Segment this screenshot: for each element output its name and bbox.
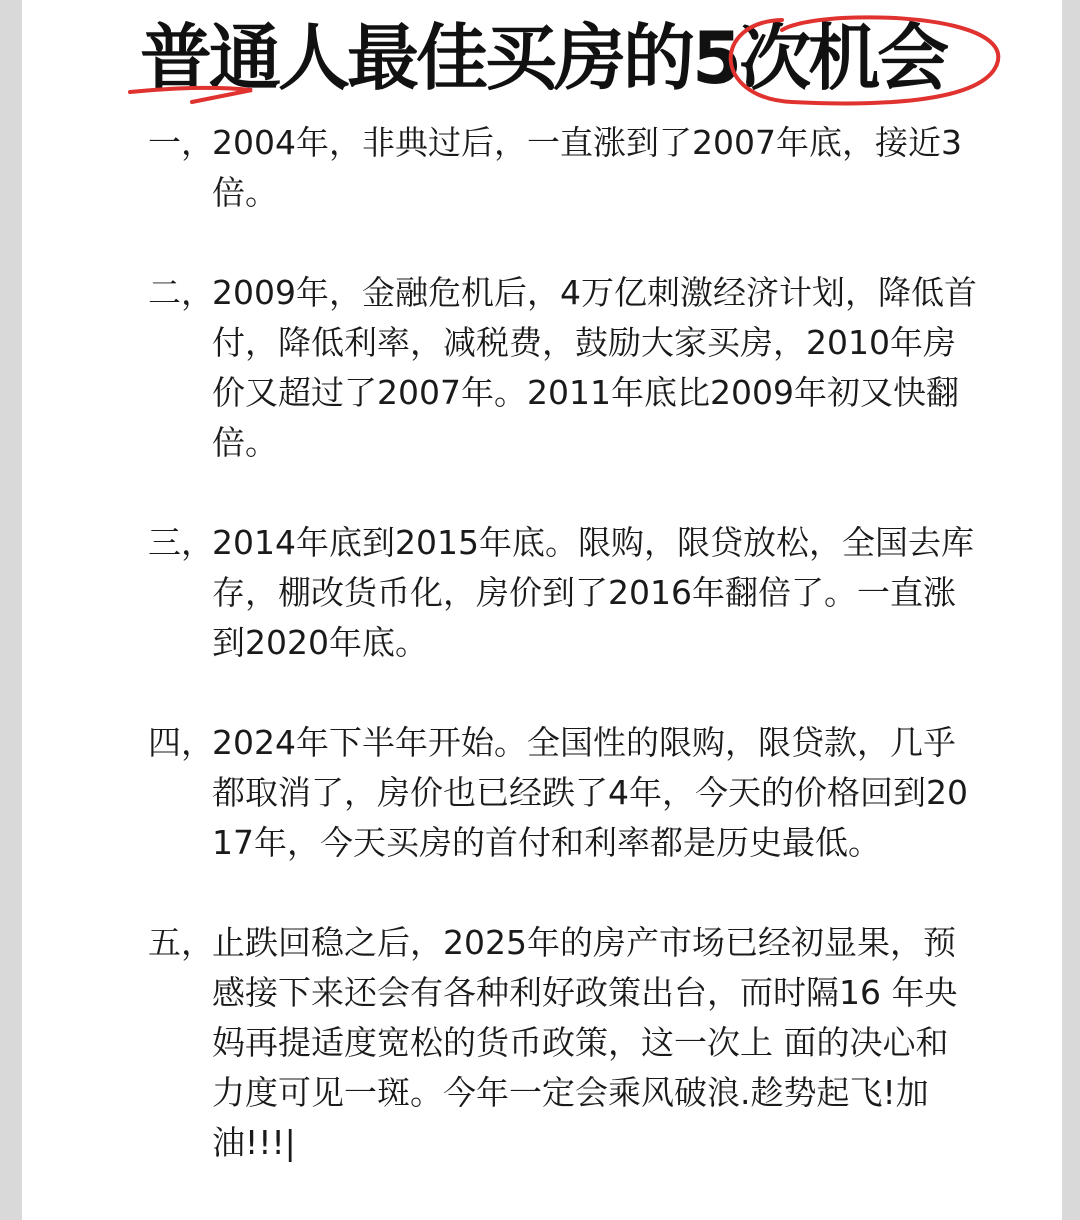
document-page <box>22 0 1062 1220</box>
item-list <box>148 118 978 1168</box>
item-number: 四， <box>148 723 214 762</box>
item-text: 2004年，非典过后，一直涨到了2007年底，接近3倍。 <box>212 123 962 212</box>
title-area <box>22 6 1062 106</box>
item-number: 二， <box>148 273 214 312</box>
item-text: 2014年底到2015年底。限购，限贷放松，全国去库存，棚改货币化，房价到了2016年翻倍了。一直涨到2020年底。 <box>212 523 974 662</box>
list-item <box>148 268 978 468</box>
item-text: 2024年下半年开始。全国性的限购，限贷款，几乎都取消了，房价也已经跌了4年，今天的价格回到2017年，今天买房的首付和利率都是历史最低。 <box>212 723 968 862</box>
list-item <box>148 718 978 868</box>
list-item <box>148 118 978 218</box>
item-number: 一， <box>148 123 214 162</box>
item-number: 五， <box>148 923 214 962</box>
item-text: 2009年，金融危机后，4万亿刺激经济计划，降低首付，降低利率，减税费，鼓励大家买房，2010年房价又超过了2007年。2011年底比2009年初又快翻倍。 <box>212 273 977 462</box>
list-item <box>148 518 978 668</box>
item-number: 三， <box>148 523 214 562</box>
item-text: 止跌回稳之后，2025年的房产市场已经初显果，预感接下来还会有各种利好政策出台，而时隔16 年央妈再提适度宽松的货币政策，这一次上 面的决心和力度可见一斑。今年一定会乘风破浪.趁势起飞!加油!!!| <box>212 923 958 1162</box>
list-item <box>148 918 978 1168</box>
page-title: 普通人最佳买房的5次机会 <box>140 16 947 100</box>
